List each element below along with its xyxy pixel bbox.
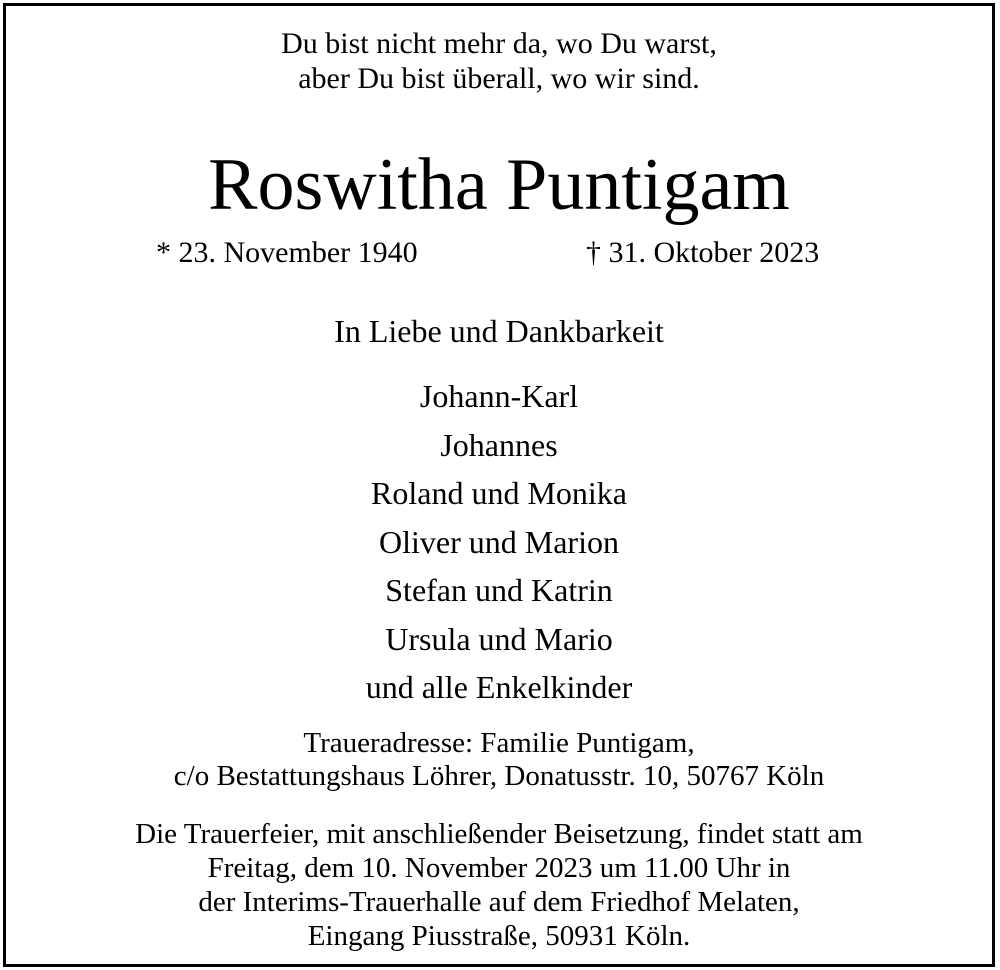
mourner-item: Johann-Karl [419,378,579,414]
ceremony-line-2: Freitag, dem 10. November 2023 um 11.00 Uhr in [207,852,791,884]
deceased-name: Roswitha Puntigam [208,144,790,226]
death-date: † 31. Oktober 2023 [586,236,820,269]
mourner-item: Roland und Monika [371,475,627,511]
obituary-frame [3,3,995,967]
mourner-item: Johannes [440,426,558,463]
dedication-text: In Liebe und Dankbarkeit [334,313,664,349]
ceremony-line-4: Eingang Piusstraße, 50931 Köln. [307,920,691,952]
ceremony-line-3: der Interims-Trauerhalle auf dem Friedhof Melaten, [198,886,800,918]
mourner-item: Stefan und Katrin [385,572,613,608]
mourner-item: Oliver und Marion [379,523,619,560]
birth-date: * 23. November 1940 [156,236,418,269]
motto-line-1: Du bist nicht mehr da, wo Du warst, [281,27,717,60]
mourners-list [6,372,992,712]
ceremony-line-1: Die Trauerfeier, mit anschließender Beisetzung, findet statt am [135,818,863,850]
ceremony-info [6,817,992,953]
mourner-item: und alle Enkelkinder [365,669,633,705]
address-line-2: c/o Bestattungshaus Löhrer, Donatusstr. 10, 50767 Köln [173,760,825,792]
mourning-address [6,727,992,793]
mourner-item: Ursula und Mario [385,620,613,657]
motto-line-2: aber Du bist überall, wo wir sind. [298,62,700,95]
address-line-1: Traueradresse: Familie Puntigam, [303,727,695,759]
